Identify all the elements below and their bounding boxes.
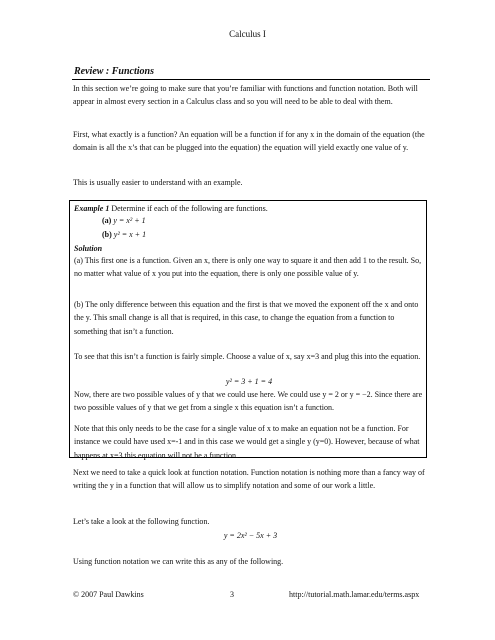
part-b-label: (b) [102,230,112,239]
part-a-label: (a) [102,216,112,225]
example-part-b [102,228,452,241]
notation-lead-paragraph: Using function notation we can write this as any of the following. [73,557,284,566]
solution-note: Note that this only needs to be the case for a single value of x to make an equation not be a function. For instance we could have used x=-1 and in this case we would get a single y (y=0). However, because of what happens at x=3 this equation will not be a function. [74,424,420,460]
example-lead-paragraph: This is usually easier to understand with an example. [73,178,243,187]
title-underline [72,79,430,80]
solution-part-a: (a) This first one is a function. Given an x, there is only one way to square it and then add 1 to the result. So, no matter what value of x you put into the equation, there is only one possible value of y. [74,256,422,279]
part-b-equation: y² = x + 1 [113,230,147,239]
function-notation-paragraph: Next we need to take a quick look at function notation. Function notation is nothing more than a fancy way of writing the y in a function that will allow us to simplify notation and some of our work a little. [73,468,425,491]
solution-part-b: (b) The only difference between this equation and the first is that we moved the exponent off the x and onto the y. This small change is all that is required, in this case, to change the equation from a function to something that isn’t a function. [74,300,419,336]
following-function-paragraph: Let’s take a look at the following function. [73,517,210,526]
centered-equation: y² = 3 + 1 = 4 [225,377,273,386]
solution-two-values: Now, there are two possible values of y that we could use here. We could use y = 2 or y = −2. Since there are two possible values of y that we get from a single x this equation isn’t a function. [74,390,423,413]
footer-url: http://tutorial.math.lamar.edu/terms.aspx [289,590,420,599]
solution-label: Solution [74,244,103,253]
solution-part-b-continued: To see that this isn’t a function is fairly simple. Choose a value of x, say x=3 and plug this into the equation. [74,352,421,361]
part-a-equation: y = x² + 1 [113,216,146,225]
footer-page-number: 3 [230,590,234,599]
function-equation: y = 2x² − 5x + 3 [223,531,278,540]
example-part-a [102,214,452,227]
intro-paragraph: In this section we’re going to make sure that you’re familiar with functions and function notation. Both will appear in almost every section in a Calculus class and so you will need to be able to deal with them. [73,84,418,107]
running-header: Calculus I [229,29,266,39]
footer-copyright: © 2007 Paul Dawkins [73,590,144,599]
example-prompt: Determine if each of the following are functions. [111,204,268,213]
section-title: Review : Functions [74,66,155,77]
function-definition-paragraph: First, what exactly is a function? An equation will be a function if for any x in the domain of the equation (the domain is all the x’s that can be plugged into the equation) the equation will yield exactly one value of y. [73,130,425,153]
example-box [69,200,427,458]
example-label: Example 1 [74,204,110,213]
